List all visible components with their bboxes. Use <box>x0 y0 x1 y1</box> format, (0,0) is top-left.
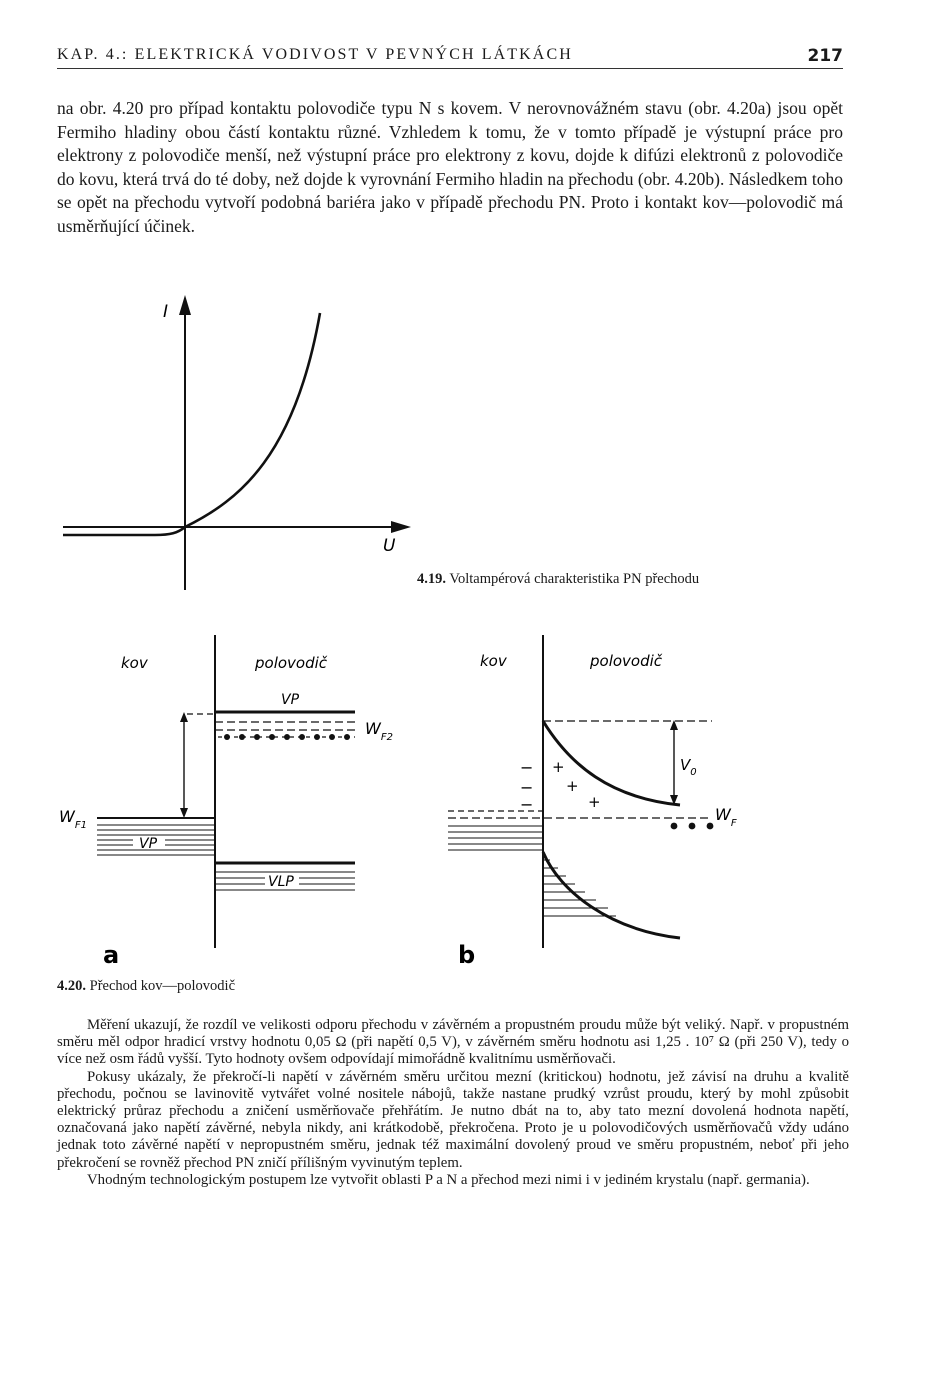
wf-electrons <box>671 823 714 830</box>
panel-a-letter: a <box>103 941 120 969</box>
caption-4-20-text: Přechod kov—polovodič <box>89 978 236 994</box>
caption-4-20-number: 4.20. <box>57 978 86 994</box>
figure-4-20b <box>440 630 770 970</box>
valence-hatching <box>543 860 616 916</box>
plus-1: + <box>552 758 565 776</box>
metal-filled-band-b <box>448 826 543 850</box>
caption-4-19-number: 4.19. <box>417 571 446 587</box>
plus-2: + <box>566 777 579 795</box>
kov-label-b: kov <box>480 652 507 670</box>
wf2-label: $W_{F2}$ <box>365 719 393 743</box>
figure-4-20a <box>55 630 405 970</box>
arrow-head-top <box>180 712 188 722</box>
arrow-head-bottom <box>180 808 188 818</box>
figure-4-19 <box>55 285 415 595</box>
vlp-label: VLP <box>268 874 294 890</box>
y-axis-arrow <box>179 295 191 315</box>
polovodic-label-b: polovodič <box>590 652 663 670</box>
minus-3: − <box>520 795 534 814</box>
v0-label: $V_0$ <box>680 756 697 778</box>
x-axis-label: U <box>383 536 396 556</box>
caption-4-19 <box>417 571 699 588</box>
minus-2: − <box>520 778 534 797</box>
body-text <box>57 1017 849 1189</box>
y-axis-label: I <box>163 302 169 322</box>
page-number: 217 <box>807 46 843 66</box>
minus-1: − <box>520 758 534 777</box>
valence-band-curve <box>543 852 680 938</box>
chapter-title: KAP. 4.: ELEKTRICKÁ VODIVOST V PEVNÝCH LÁTKÁCH <box>57 46 573 63</box>
panel-b-letter: b <box>458 941 476 969</box>
body-paragraph-1: Měření ukazují, že rozdíl ve velikosti odporu přechodu v závěrném a propustném proudu může být veliký. Např. v propustném směru měl odpor hradicí vrstvy hodnotu 0,05 Ω (při napětí 0,5 V), v závěrném směru hodnotu asi 1,25 . 10⁷ Ω (při 250 V), tedy o více než osm řádů vyšší. Tyto hodnoty ovšem odpovídají mimořádně kvalitnímu usměrňovači. <box>57 1017 849 1068</box>
body-paragraph-2: Pokusy ukázaly, že překročí-li napětí v závěrném směru určitou mezní (kritickou) hodnotu, jež závisí na druhu a kvalitě přechodu, počnou se lavinovitě vytvářet volné nositele nábojů, takže nastane prudký vzrůst proudu, který by mohl způsobit elektrický průraz přechodu a zničení usměrňovače přehřátím. Je nutno dbát na to, aby tato mezní dovolená hodnota napětí, označovaná jako napětí závěrné, nebyla nikdy, ani krátkodobě, překročena. Proto je u polovodičových usměrňovačů vždy udáno jednak toto závěrné napětí v nepropustném směru, jednak též maximální dovolený proud ve směru propustném, neboť při jeho překročení se rovněž přechod PN zničí přílišným vyvinutým teplem. <box>57 1068 849 1171</box>
vp-left-label: VP <box>139 836 158 852</box>
vp-top-label: VP <box>281 692 300 708</box>
polovodic-label: polovodič <box>255 654 328 672</box>
plus-3: + <box>588 793 601 811</box>
intro-paragraph: na obr. 4.20 pro případ kontaktu polovodiče typu N s kovem. V nerovnovážném stavu (obr. 4.20a) jsou opět Fermiho hladiny obou částí kontaktu různé. Vzhledem k tomu, že v tomto případě je výstupní práce pro elektrony z polovodiče menší, než výstupní práce pro elektrony z kovu, dojde k difúzi elektronů z polovodiče do kovu, která trvá do té doby, než dojde k vyrovnání Fermiho hladin na přechodu (obr. 4.20b). Následkem toho se opět na přechodu vytvoří podobná bariéra jako v případě přechodu PN. Proto i kontakt kov—polovodič má usměrňující účinek. <box>57 98 843 236</box>
intro-text <box>57 97 843 238</box>
wf1-label: $W_{F1}$ <box>59 807 87 831</box>
kov-label: kov <box>121 654 148 672</box>
wf-label: $W_F$ <box>715 805 737 829</box>
iv-curve <box>63 313 320 535</box>
x-axis-arrow <box>391 521 411 533</box>
body-paragraph-3: Vhodným technologickým postupem lze vytvořit oblasti P a N a přechod mezi nimi i v jediném krystalu (např. germania). <box>87 1171 810 1188</box>
wf2-electron-row <box>218 734 355 740</box>
caption-4-19-text: Voltampérová charakteristika PN přechodu <box>449 571 700 587</box>
caption-4-20 <box>57 978 235 995</box>
running-head <box>57 46 843 69</box>
